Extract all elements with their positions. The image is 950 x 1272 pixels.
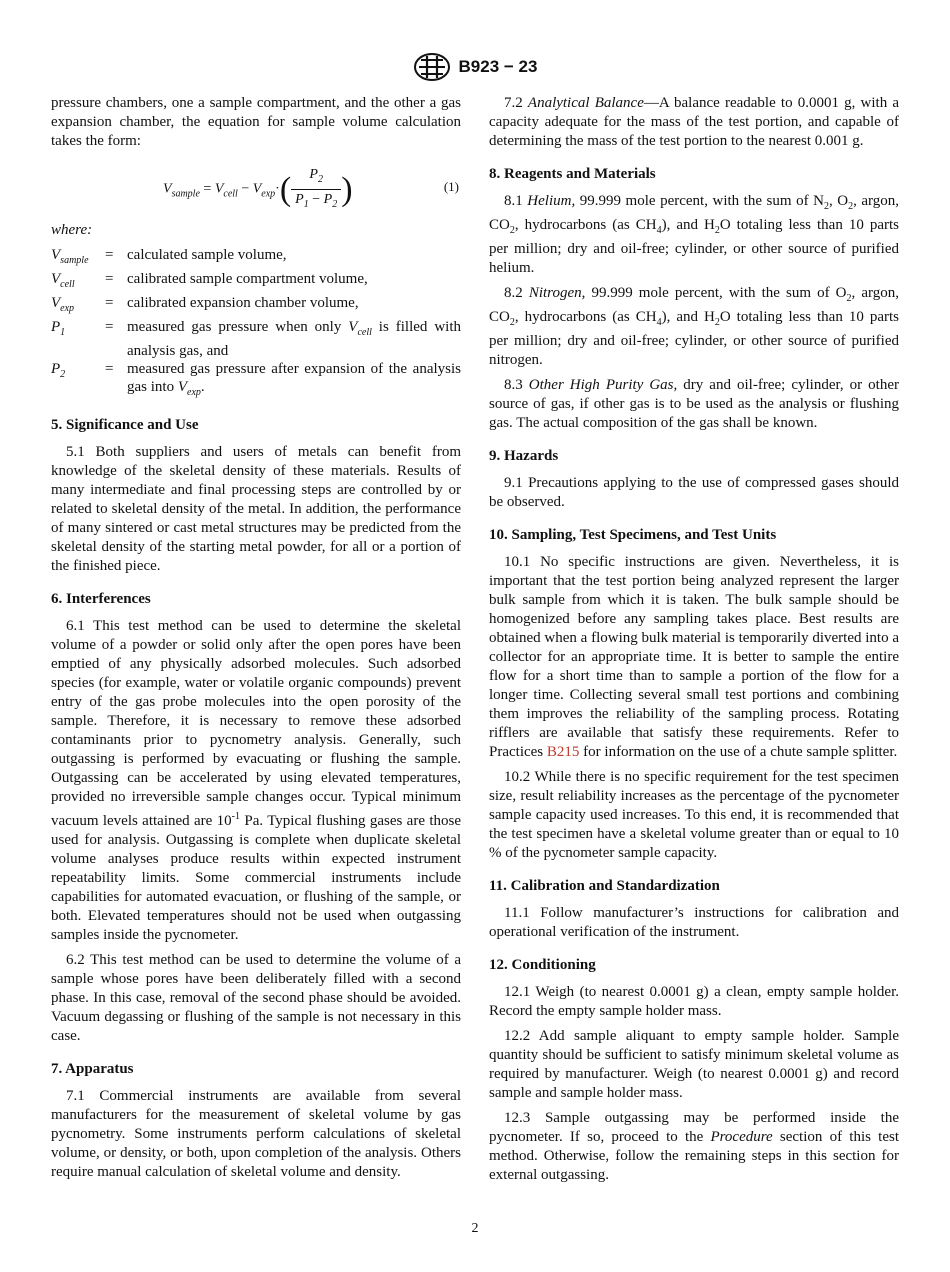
paragraph: 6.2 This test method can be used to determine the volume of a sample whose pores have been deliberately filled with a second phase. In this case, removal of the second phase should be avoided. Vacuum degassing or flushing of the sample is not necessary in this case. — [51, 952, 461, 1044]
section-heading: 5. Significance and Use — [51, 417, 199, 433]
definition-row: $P_1$ = measured gas pressure when only $V_{cell}$ is filled with analysis gas, and — [51, 319, 461, 359]
equation-1: $V_{sample} = V_{cell} - V_{exp}\cdot$( $\frac{P_2}{P_1 - P_2}$ ) (1) — [163, 167, 459, 210]
paragraph: 12.3 Sample outgassing may be performed inside the pycnometer. If so, proceed to the Procedure section of this test method. Otherwise, follow the remaining steps in this section for external outgassing. — [489, 1110, 899, 1183]
section-heading: 12. Conditioning — [489, 957, 596, 973]
where-label: where: — [51, 222, 93, 238]
paragraph: 7.2 Analytical Balance—A balance readable to 0.0001 g, with a capacity adequate for the mass of the test portion, and capable of determining the mass of the test portion to the nearest 0.001 g. — [489, 95, 900, 149]
paragraph: 12.2 Add sample aliquant to empty sample holder. Sample quantity should be sufficient to satisfy minimum skeletal volume as required by manufacturer. Weigh (to nearest 0.0001 g) and record sample and sample holder mass. — [489, 1028, 899, 1101]
paragraph: 11.1 Follow manufacturer’s instructions for calibration and operational verification of the instrument. — [489, 905, 899, 940]
paragraph: 10.2 While there is no specific requirement for the test specimen size, result reliability increases as the percentage of the pycnometer sample capacity used increases. To this end, it is recommended that the test specimen have a skeletal volume greater than or equal to 10 % of the pycnometer sample capacity. — [489, 769, 899, 861]
paragraph: 8.2 Nitrogen, 99.999 mole percent, with the sum of $O_2$, argon, $CO_2$, hydrocarbons (as $CH_4$), and $H_2O$ totaling less than 10 parts per million; dry and oil-free; cylinder, or other source of purified nitrogen. — [489, 285, 899, 368]
definition-row: $V_{sample}$ = calculated sample volume, — [51, 247, 287, 266]
paragraph: 5.1 Both suppliers and users of metals can benefit from knowledge of the skeletal density of these materials. Results of many intermediate and final processing steps are controlled by or related to skeletal density of the metal. In addition, the performance of many sintered or cast metal structures may be predicted from the skeletal density of the starting metal powder, for all or a portion of the finished piece. — [51, 444, 461, 574]
standard-designation: B923 − 23 — [458, 57, 538, 76]
right-column — [489, 94, 899, 1191]
paragraph: 12.1 Weigh (to nearest 0.0001 g) a clean, empty sample holder. Record the empty sample holder mass. — [489, 984, 899, 1019]
paragraph: 10.1 No specific instructions are given. Nevertheless, it is important that the test portion being analyzed represent the larger bulk sample from which it is taken. The bulk sample should be homogenized before any sampling takes place. Best results are obtained when a flowing bulk material is temporarily diverted into a collector for an appropriate time. It is better to sample the entire flow for a short time than to sample a portion of the flow for a longer time. Collecting several small test portions and combining them improves the reliability of the sampling process. Rotating rifflers are available that satisfy these requirements. Refer to Practices B215 for information on the use of a chute sample splitter. — [489, 554, 899, 760]
variable-definitions — [51, 246, 461, 402]
paragraph: pressure chambers, one a sample compartment, and the other a gas expansion chamber, the equation for sample volume calculation takes the form: — [51, 95, 461, 149]
reference-link-b215[interactable]: B215 — [546, 744, 580, 760]
definition-row: $P_2$ = measured gas pressure after expansion of the analysis gas into $V_{exp}$. — [51, 361, 461, 398]
definition-row: $V_{cell}$ = calibrated sample compartment volume, — [51, 271, 368, 290]
left-column — [51, 94, 461, 1188]
section-heading: 6. Interferences — [51, 591, 151, 607]
section-heading: 9. Hazards — [489, 448, 559, 464]
section-heading: 10. Sampling, Test Specimens, and Test Units — [489, 527, 777, 543]
section-heading: 11. Calibration and Standardization — [489, 878, 720, 894]
astm-logo-icon — [413, 52, 451, 82]
definition-row: $V_{exp}$ = calibrated expansion chamber volume, — [51, 295, 359, 314]
equation-number: (1) — [443, 179, 459, 194]
paragraph: 8.3 Other High Purity Gas, dry and oil-free; cylinder, or other source of gas, if other gas is to be used as the analysis or flushing gas. The actual composition of the gas shall be known. — [489, 377, 899, 431]
section-heading: 8. Reagents and Materials — [489, 166, 656, 182]
paragraph: 9.1 Precautions applying to the use of compressed gases should be observed. — [489, 475, 899, 510]
paragraph: 7.1 Commercial instruments are available from several manufacturers for the measurement of skeletal volume by gas pycnometry. Some instruments perform calculations of skeletal volume, or density, or both, upon completion of the analysis. Others require manual calculation of skeletal volume and density. — [51, 1088, 461, 1180]
paragraph: 6.1 This test method can be used to determine the skeletal volume of a powder or solid only after the open pores have been emptied of any physically adsorbed molecules. Such adsorbed species (for example, water or volatile organic compounds) prevent entry of the gas probe molecules into the open porosity of the sample. Therefore, it is necessary to remove these adsorbed contaminants prior to pycnometry analysis. Generally, such outgassing is performed by evacuating or flushing the sample. Outgassing can be accelerated by using elevated temperatures, provided no irreversible sample changes occur. Typical minimum vacuum levels attained are $10^{-1}$ Pa. Typical flushing gases are those used for analysis. Outgassing is complete when duplicate skeletal volume analyses produce results within expected instrument repeatability limits. Some commercial instruments include capabilities for automated evacuation, or flushing of the sample, or both. Elevated temperatures should not be used when outgassing samples inside the pycnometer. — [51, 618, 461, 943]
page-header — [0, 52, 950, 82]
section-heading: 7. Apparatus — [51, 1061, 134, 1077]
page-number: 2 — [471, 1221, 479, 1236]
paragraph: 8.1 Helium, 99.999 mole percent, with the sum of $N_2$, $O_2$, argon, $CO_2$, hydrocarbons (as $CH_4$), and $H_2O$ totaling less than 10 parts per million; dry and oil-free; cylinder, or other source of purified helium. — [489, 193, 899, 276]
